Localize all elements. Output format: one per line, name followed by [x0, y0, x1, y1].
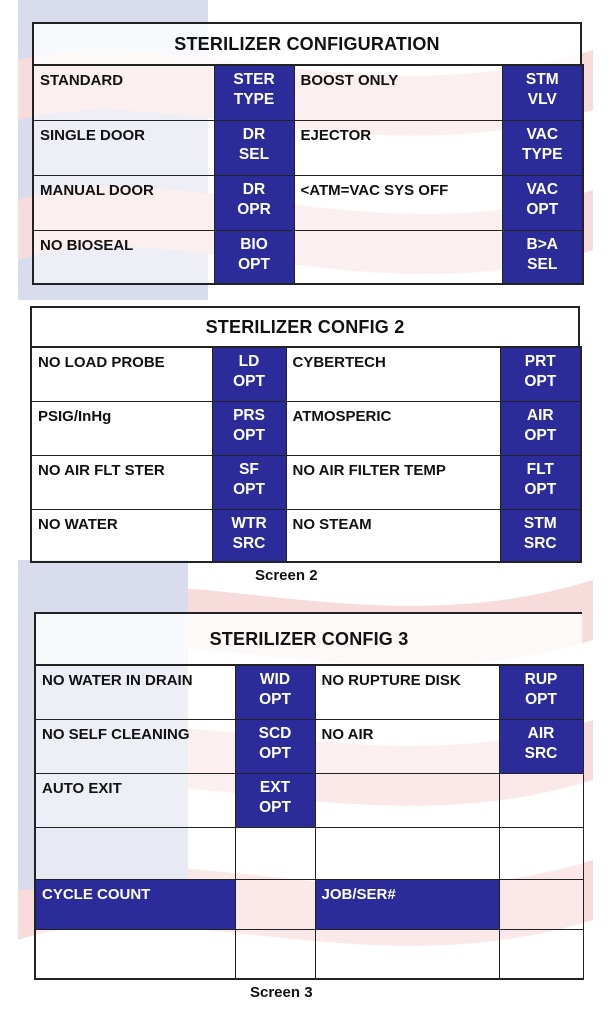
ster-type-value: STANDARD: [33, 65, 214, 120]
cycle-count-value: [235, 879, 315, 929]
bio-opt-softkey[interactable]: BIO OPT: [214, 230, 294, 284]
job-ser-value: [499, 879, 583, 929]
stm-vlv-softkey[interactable]: STM VLV: [502, 65, 583, 120]
screen-1-title: STERILIZER CONFIGURATION: [32, 22, 582, 64]
empty-cell: [499, 929, 583, 979]
wtr-src-softkey[interactable]: WTR SRC: [212, 509, 286, 562]
sf-opt-softkey[interactable]: SF OPT: [212, 455, 286, 509]
vac-type-softkey[interactable]: VAC TYPE: [502, 120, 583, 175]
screen-2-panel: [30, 306, 580, 563]
b-a-sel-softkey[interactable]: B>A SEL: [502, 230, 583, 284]
screen-3-caption: Screen 3: [250, 984, 313, 1001]
wid-opt-value: NO WATER IN DRAIN: [35, 665, 235, 719]
air-src-softkey[interactable]: AIR SRC: [499, 719, 583, 773]
empty-cell: [499, 773, 583, 827]
ld-opt-value: NO LOAD PROBE: [31, 347, 212, 401]
air-opt-softkey[interactable]: AIR OPT: [500, 401, 581, 455]
empty-cell: [35, 827, 235, 879]
ster-type-softkey[interactable]: STER TYPE: [214, 65, 294, 120]
vac-type-value: EJECTOR: [294, 120, 502, 175]
empty-cell: [315, 773, 499, 827]
empty-cell: [35, 929, 235, 979]
empty-cell: [315, 929, 499, 979]
screen-3-panel: [34, 612, 582, 980]
dr-sel-value: SINGLE DOOR: [33, 120, 214, 175]
ext-opt-softkey[interactable]: EXT OPT: [235, 773, 315, 827]
empty-cell: [235, 827, 315, 879]
prt-opt-softkey[interactable]: PRT OPT: [500, 347, 581, 401]
vac-opt-softkey[interactable]: VAC OPT: [502, 175, 583, 230]
flt-opt-value: NO AIR FILTER TEMP: [286, 455, 500, 509]
dr-opr-softkey[interactable]: DR OPR: [214, 175, 294, 230]
screen-1-panel: [32, 22, 582, 285]
screen-2-title: STERILIZER CONFIG 2: [30, 306, 580, 346]
cycle-count-label: CYCLE COUNT: [35, 879, 235, 929]
ld-opt-softkey[interactable]: LD OPT: [212, 347, 286, 401]
stm-src-value: NO STEAM: [286, 509, 500, 562]
rup-opt-value: NO RUPTURE DISK: [315, 665, 499, 719]
b-a-sel-value: [294, 230, 502, 284]
empty-cell: [499, 827, 583, 879]
empty-cell: [235, 929, 315, 979]
flt-opt-softkey[interactable]: FLT OPT: [500, 455, 581, 509]
empty-cell: [315, 827, 499, 879]
air-src-value: NO AIR: [315, 719, 499, 773]
vac-opt-value: <ATM=VAC SYS OFF: [294, 175, 502, 230]
screen-1-table: [32, 64, 584, 285]
job-ser-label: JOB/SER#: [315, 879, 499, 929]
screen-2-caption: Screen 2: [255, 567, 318, 584]
bio-opt-value: NO BIOSEAL: [33, 230, 214, 284]
scd-opt-softkey[interactable]: SCD OPT: [235, 719, 315, 773]
sf-opt-value: NO AIR FLT STER: [31, 455, 212, 509]
air-opt-value: ATMOSPERIC: [286, 401, 500, 455]
prt-opt-value: CYBERTECH: [286, 347, 500, 401]
screen-3-table: [34, 664, 584, 980]
dr-opr-value: MANUAL DOOR: [33, 175, 214, 230]
rup-opt-softkey[interactable]: RUP OPT: [499, 665, 583, 719]
stm-src-softkey[interactable]: STM SRC: [500, 509, 581, 562]
prs-opt-softkey[interactable]: PRS OPT: [212, 401, 286, 455]
wtr-src-value: NO WATER: [31, 509, 212, 562]
scd-opt-value: NO SELF CLEANING: [35, 719, 235, 773]
stm-vlv-value: BOOST ONLY: [294, 65, 502, 120]
dr-sel-softkey[interactable]: DR SEL: [214, 120, 294, 175]
screen-3-title: STERILIZER CONFIG 3: [34, 612, 582, 664]
screen-2-table: [30, 346, 582, 563]
prs-opt-value: PSIG/InHg: [31, 401, 212, 455]
ext-opt-value: AUTO EXIT: [35, 773, 235, 827]
wid-opt-softkey[interactable]: WID OPT: [235, 665, 315, 719]
